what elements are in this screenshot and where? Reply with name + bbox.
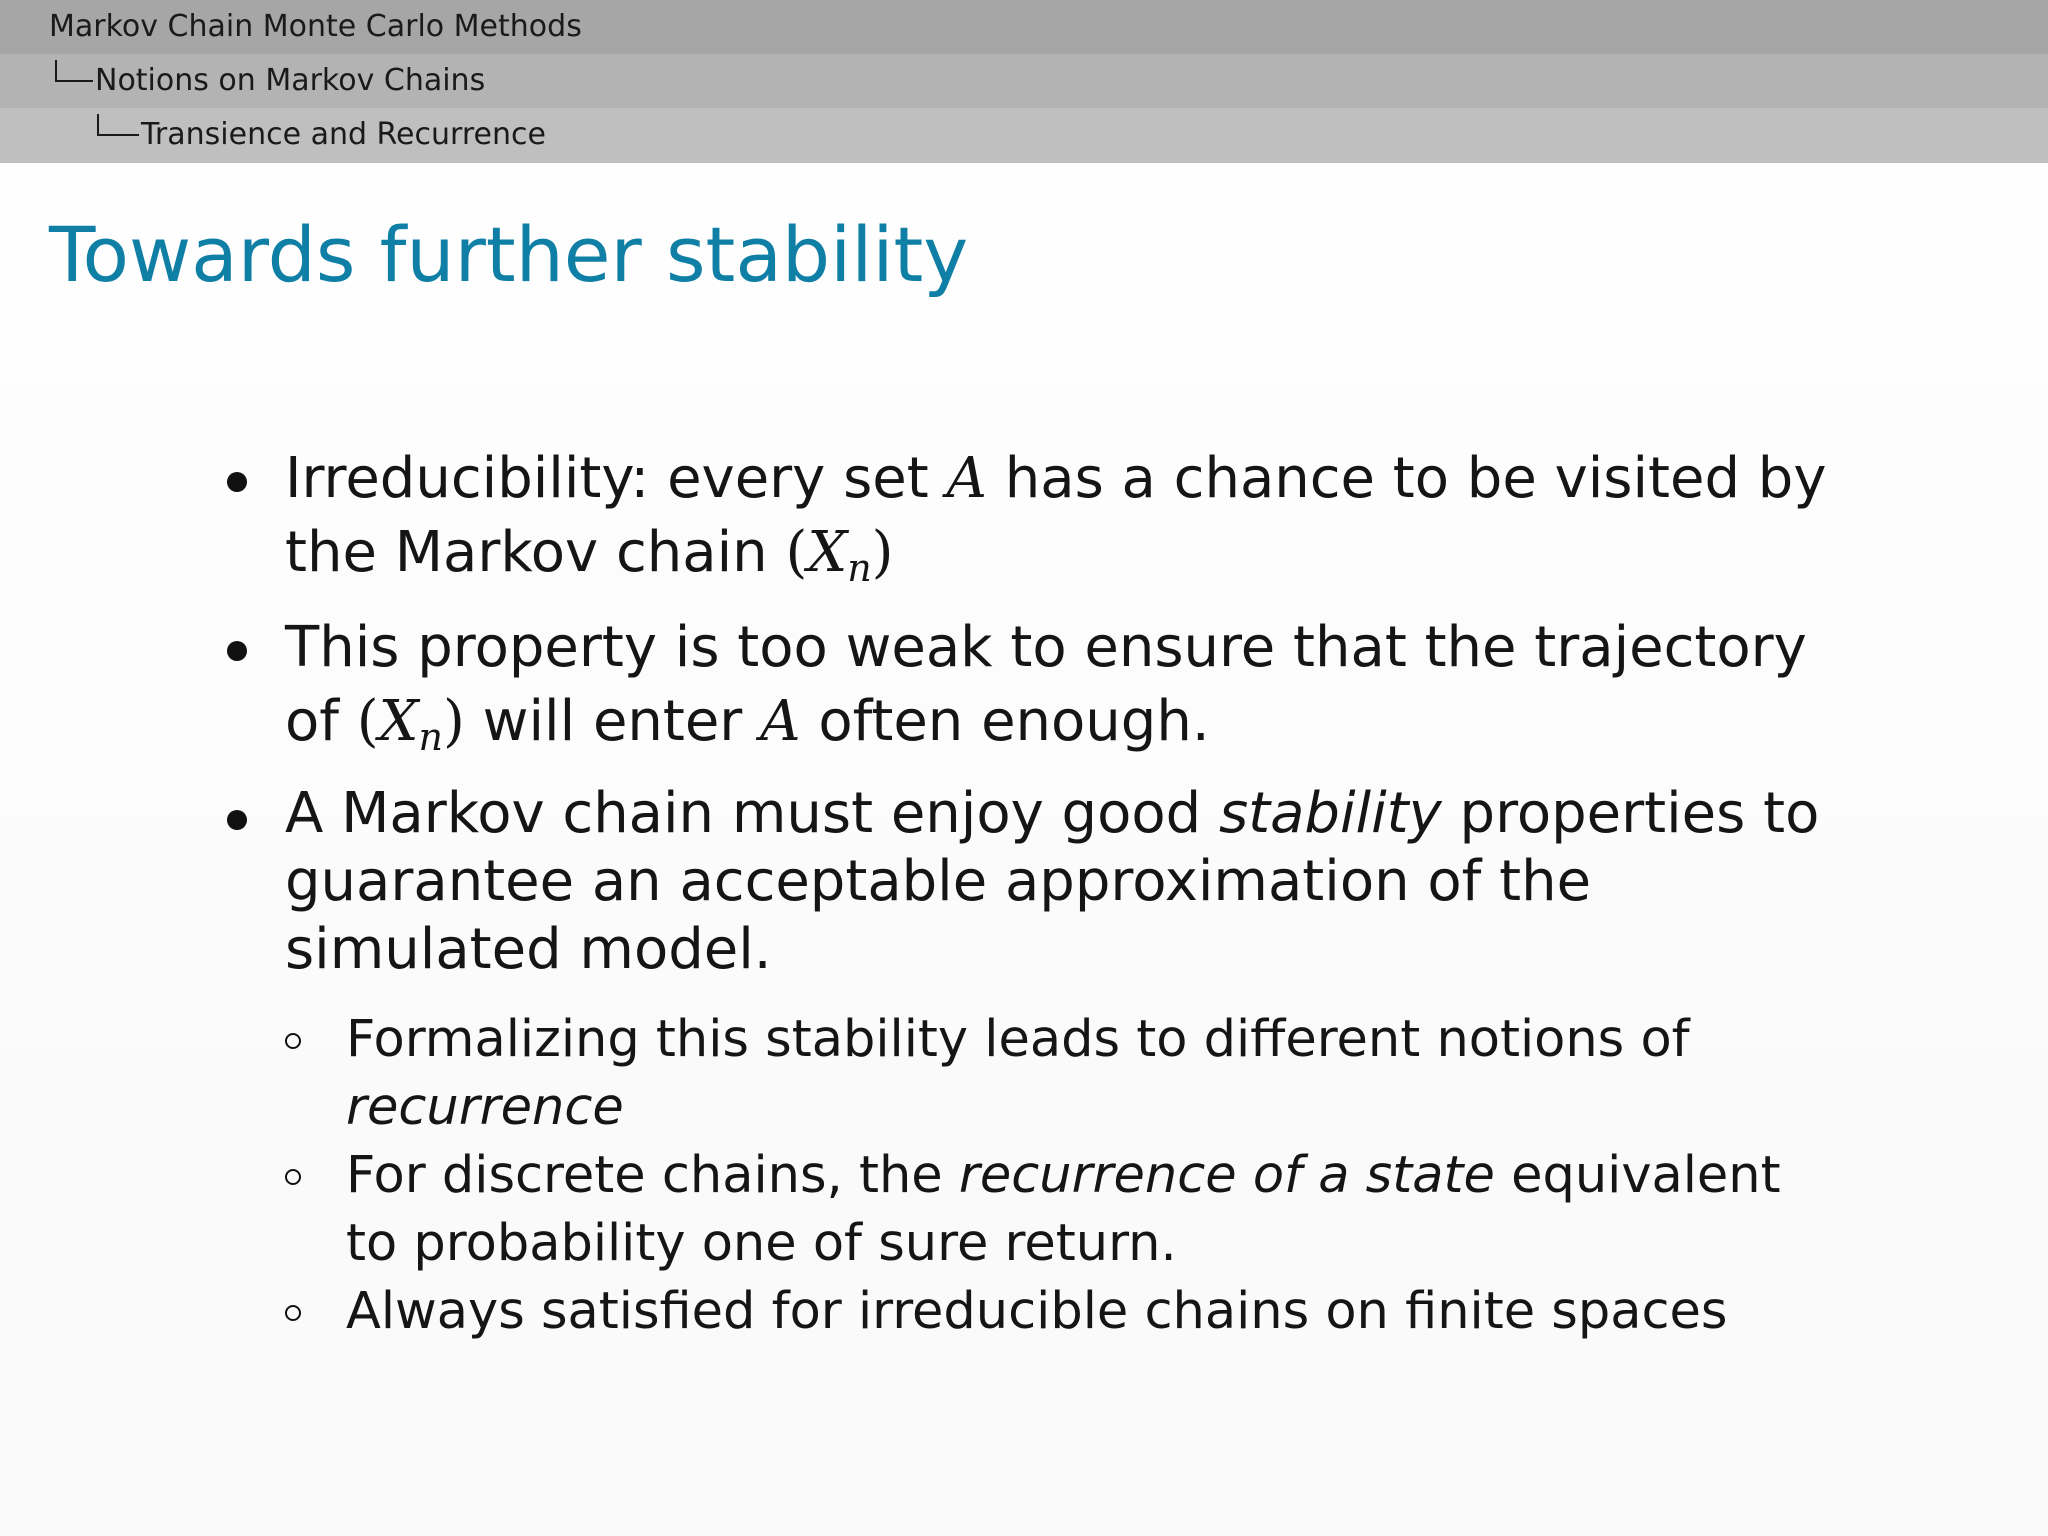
bullet-text: often enough. bbox=[800, 689, 1210, 754]
sub-bullet-text: equivalent to probability one of sure return. bbox=[346, 1146, 1781, 1273]
bullet-text: will enter bbox=[464, 689, 761, 754]
bullet-item-weak-property bbox=[222, 611, 1842, 759]
breadcrumb-level-1[interactable] bbox=[0, 0, 2048, 54]
tree-corner-icon bbox=[55, 60, 93, 82]
sub-bullet-list bbox=[285, 1006, 1842, 1346]
emphasis-text: stability bbox=[1218, 781, 1442, 846]
bullet-dot-icon bbox=[227, 641, 247, 661]
bullet-dot-icon bbox=[227, 810, 247, 830]
sub-bullet-item bbox=[222, 1278, 1842, 1346]
bullet-dot-icon bbox=[227, 472, 247, 492]
circle-bullet-icon bbox=[285, 1033, 301, 1049]
bullet-text: This property is too weak to ensure that the trajectory of bbox=[285, 615, 1807, 754]
math-paren-close: ) bbox=[443, 689, 465, 754]
sub-bullet-text: For discrete chains, the bbox=[346, 1146, 959, 1205]
bullet-text: Irreducibility: every set bbox=[285, 446, 947, 511]
bullet-text: has a chance to be visited by the Markov chain bbox=[285, 446, 1827, 585]
breadcrumb-level-2-label: Notions on Markov Chains bbox=[95, 63, 486, 98]
emphasis-text: recurrence bbox=[346, 1078, 624, 1137]
bullet-list bbox=[222, 442, 1842, 1367]
sub-bullet-item bbox=[222, 1142, 1842, 1278]
bullet-text: properties to guarantee an acceptable approximation of the simulated model. bbox=[285, 781, 1820, 982]
sub-bullet-item bbox=[222, 1006, 1842, 1142]
sub-bullet-text: Formalizing this stability leads to different notions of bbox=[346, 1010, 1690, 1069]
math-var-X: X bbox=[378, 689, 419, 754]
math-var-X: X bbox=[807, 520, 848, 585]
emphasis-text: recurrence of a state bbox=[958, 1146, 1495, 1205]
sub-bullet-text: Always satisfied for irreducible chains on finite spaces bbox=[346, 1282, 1728, 1341]
bullet-text: A Markov chain must enjoy good bbox=[285, 781, 1219, 846]
bullet-item-stability bbox=[222, 780, 1842, 1346]
math-paren-close: ) bbox=[871, 520, 894, 585]
math-paren-open: ( bbox=[785, 520, 808, 585]
math-paren-open: ( bbox=[356, 689, 379, 754]
breadcrumb-level-3[interactable] bbox=[0, 108, 2048, 163]
breadcrumb-level-1-label: Markov Chain Monte Carlo Methods bbox=[49, 9, 582, 44]
math-subscript-n: n bbox=[847, 546, 872, 590]
bullet-item-irreducibility bbox=[222, 442, 1842, 590]
math-var-A: A bbox=[946, 446, 987, 511]
math-subscript-n: n bbox=[418, 715, 443, 759]
circle-bullet-icon bbox=[285, 1305, 301, 1321]
frame-title: Towards further stability bbox=[49, 210, 969, 299]
breadcrumb-level-2[interactable] bbox=[0, 54, 2048, 108]
math-var-A: A bbox=[760, 689, 801, 754]
breadcrumb-level-3-label: Transience and Recurrence bbox=[141, 117, 546, 152]
circle-bullet-icon bbox=[285, 1169, 301, 1185]
tree-corner-icon bbox=[97, 114, 139, 136]
